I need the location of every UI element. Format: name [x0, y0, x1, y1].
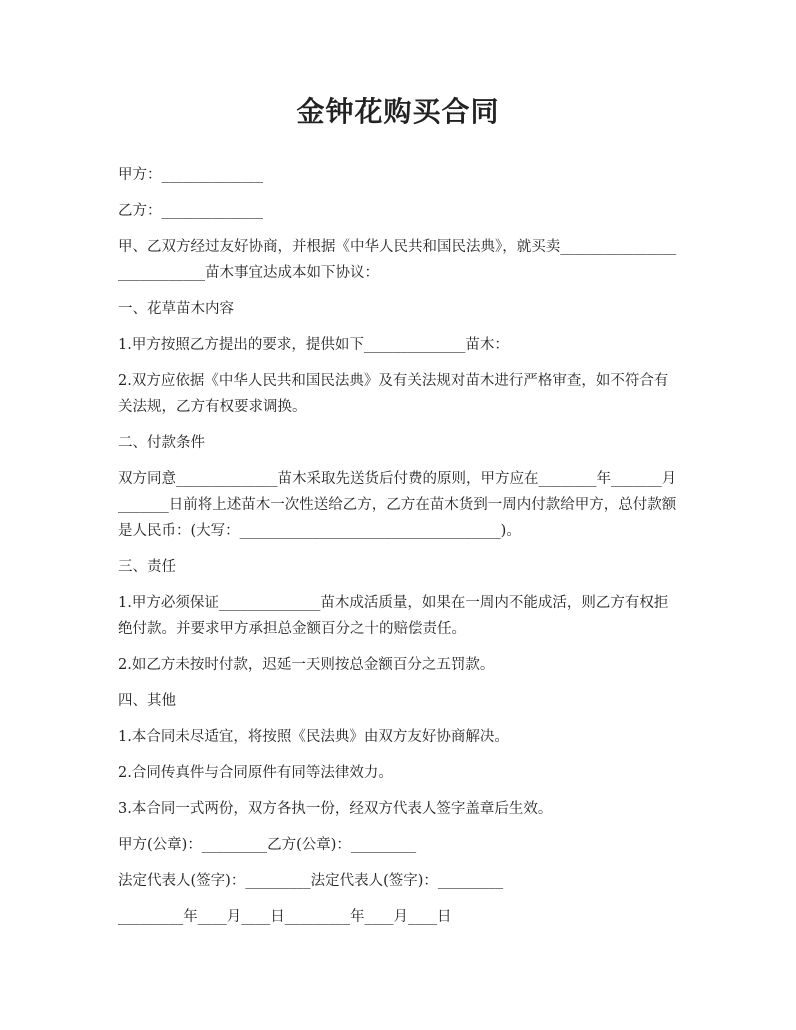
document-title: 金钟花购买合同	[296, 95, 500, 128]
preamble-paragraph: 甲、乙双方经过友好协商，并根据《中华人民共和国民法典》，就买卖____________________________苗木事宜达成本如下协议：	[118, 239, 677, 281]
section-heading-content: 一、花草苗木内容	[118, 301, 234, 317]
signature-line: 法定代表人(签字)：_________法定代表人(签字)：_________	[118, 873, 504, 889]
party-b-line: 乙方：______________	[118, 203, 263, 219]
other-clause-1: 1.本合同未尽适宜，将按照《民法典》由双方友好协商解决。	[118, 729, 509, 745]
seal-line: 甲方(公章)：_________乙方(公章)：_________	[118, 837, 417, 853]
section-heading-payment: 二、付款条件	[118, 435, 205, 451]
section-heading-other: 四、其他	[118, 693, 176, 709]
other-clause-3: 3.本合同一式两份，双方各执一份，经双方代表人签字盖章后生效。	[118, 801, 553, 817]
date-line: _________年____月____日_________年____月____日	[118, 909, 452, 925]
payment-clause: 双方同意______________苗木采取先送货后付费的原则，甲方应在________年_______月_______日前将上述苗木一次性送给乙方，乙方在苗木货到一周内付款给甲方，总付款额是人民币：(大写：____________________________________)。	[118, 471, 677, 539]
other-clause-2: 2.合同传真件与合同原件有同等法律效力。	[118, 765, 393, 781]
liability-clause-2: 2.如乙方未按时付款，迟延一天则按总金额百分之五罚款。	[118, 657, 495, 673]
party-a-line: 甲方：______________	[118, 167, 263, 183]
content-clause-1: 1.甲方按照乙方提出的要求，提供如下______________苗木：	[118, 337, 509, 353]
section-heading-liability: 三、责任	[118, 559, 176, 575]
content-clause-2: 2.双方应依据《中华人民共和国民法典》及有关法规对苗木进行严格审查，如不符合有关法规，乙方有权要求调换。	[118, 373, 669, 415]
liability-clause-1: 1.甲方必须保证______________苗木成活质量，如果在一周内不能成活，则乙方有权拒绝付款。并要求甲方承担总金额百分之十的赔偿责任。	[118, 595, 669, 637]
